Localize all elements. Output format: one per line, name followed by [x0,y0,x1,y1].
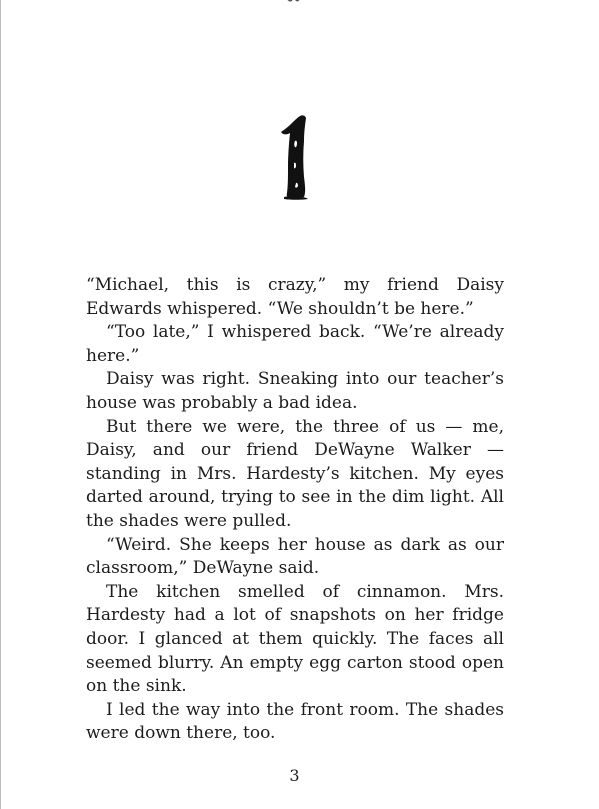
paragraph: “Weird. She keeps her house as dark as our classroom,” DeWayne said. [86,534,504,579]
paragraph: The kitchen smelled of cinnamon. Mrs. Hardesty had a lot of snapshots on her fridge door. I glanced at them quickly. The faces all seemed blurry. An empty egg carton stood open on the sink. [86,581,504,697]
paragraph: “Too late,” I whispered back. “We’re already here.” [86,322,504,366]
paragraph: “Michael, this is crazy,” my friend Daisy Edwards whispered. “We shouldn’t be here.” [86,275,504,319]
cropped-header-fragment [283,0,303,4]
page-edge [0,0,1,809]
page-number: 3 [289,766,300,785]
paragraph: Daisy was right. Sneaking into our teacher’s house was probably a bad idea. [86,369,504,413]
paragraph: I led the way into the front room. The shades were down there, too. [86,699,504,744]
chapter-body-text [86,274,504,746]
chapter-number-icon [274,113,314,201]
paragraph: But there we were, the three of us — me, Daisy, and our friend DeWayne Walker — standing in Mrs. Hardesty’s kitchen. My eyes darted around, trying to see in the dim light. All the shades were pulled. [86,416,504,531]
